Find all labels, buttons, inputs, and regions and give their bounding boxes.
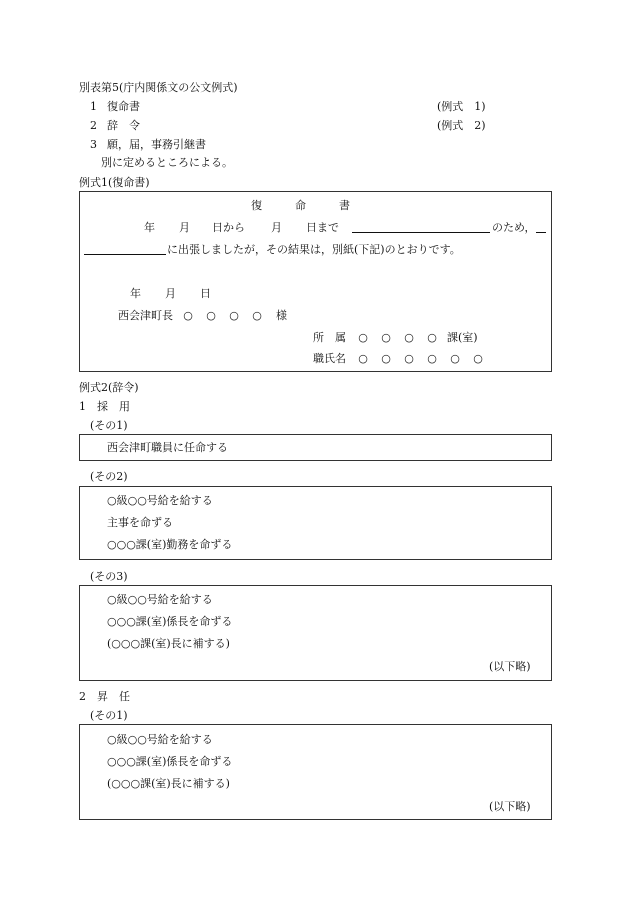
subsection-label: (その1) xyxy=(90,419,128,432)
year-label: 年 xyxy=(144,221,155,234)
list-item-ref: (例式 2) xyxy=(437,119,486,132)
circle-placeholder: ○ xyxy=(450,352,460,365)
department-suffix: 課(室) xyxy=(447,331,478,344)
list-item-label: 辞 令 xyxy=(107,119,140,132)
subsection-label: (その2) xyxy=(90,470,128,483)
section-heading: 2 昇 任 xyxy=(79,690,130,703)
list-note: 別に定めるところによる。 xyxy=(101,156,233,169)
circle-placeholder: ○ xyxy=(252,309,262,322)
list-item-num: 1 xyxy=(90,100,97,113)
circle-placeholder: ○ xyxy=(206,309,216,322)
form1-name xyxy=(313,352,485,366)
subsection-label: (その1) xyxy=(90,709,128,722)
omitted-note: (以下略) xyxy=(489,660,531,673)
day-label: 日 xyxy=(200,287,211,300)
circle-placeholder: ○ xyxy=(381,331,391,344)
list-item-label: 復命書 xyxy=(107,100,140,113)
department-label: 所 属 xyxy=(313,331,346,344)
circle-placeholder: ○ xyxy=(427,331,437,344)
form1-caption: 例式1(復命書) xyxy=(79,176,150,189)
form1-date-range-line xyxy=(144,221,339,235)
purpose-blank-tail xyxy=(536,222,546,233)
form1-date xyxy=(130,287,211,301)
page-title: 別表第5(庁内関係文の公文例式) xyxy=(79,81,238,94)
list-item-label: 願，届，事務引継書 xyxy=(107,138,206,151)
list-item-ref: (例式 1) xyxy=(437,100,486,113)
form1-title: 復 命 書 xyxy=(251,199,350,212)
appointment-line: ○級○○号給を給する xyxy=(107,593,213,606)
purpose-label: のため， xyxy=(492,221,536,234)
circle-placeholder: ○ xyxy=(381,352,391,365)
circle-placeholder: ○ xyxy=(229,309,239,322)
destination-blank xyxy=(84,244,166,255)
omitted-note: (以下略) xyxy=(489,800,531,813)
circle-placeholder: ○ xyxy=(404,352,414,365)
day-to-label: 日まで xyxy=(306,221,339,234)
appointment-line: 主事を命ずる xyxy=(107,516,173,529)
form1-addressee xyxy=(118,309,287,323)
month-label: 月 xyxy=(179,221,190,234)
circle-placeholder: ○ xyxy=(358,331,368,344)
appointment-line: (○○○課(室)長に補する) xyxy=(107,777,230,790)
month-label-2: 月 xyxy=(271,221,282,234)
name-label: 職氏名 xyxy=(313,352,346,365)
form1-department xyxy=(313,331,478,345)
circle-placeholder: ○ xyxy=(358,352,368,365)
appointment-line: (○○○課(室)長に補する) xyxy=(107,637,230,650)
appointment-line: ○○○課(室)係長を命ずる xyxy=(107,755,233,768)
form2-caption: 例式2(辞令) xyxy=(79,381,139,394)
appointment-line: ○級○○号給を給する xyxy=(107,494,213,507)
appointment-line: ○級○○号給を給する xyxy=(107,733,213,746)
section-heading: 1 採 用 xyxy=(79,400,130,413)
appointment-line: ○○○課(室)勤務を命ずる xyxy=(107,538,233,551)
purpose-blank xyxy=(352,222,490,233)
subsection-label: (その3) xyxy=(90,570,128,583)
honorific: 様 xyxy=(276,309,287,322)
form1-body-line: に出張しましたが，その結果は，別紙(下記)のとおりです。 xyxy=(167,243,461,256)
year-label: 年 xyxy=(130,287,141,300)
day-from-label: 日から xyxy=(212,221,245,234)
appointment-line: ○○○課(室)係長を命ずる xyxy=(107,615,233,628)
circle-placeholder: ○ xyxy=(404,331,414,344)
month-label: 月 xyxy=(165,287,176,300)
circle-placeholder: ○ xyxy=(427,352,437,365)
addressee-name: 西会津町長 xyxy=(118,309,173,322)
appointment-line: 西会津町職員に任命する xyxy=(107,441,228,454)
list-item-num: 2 xyxy=(90,119,97,132)
circle-placeholder: ○ xyxy=(183,309,193,322)
circle-placeholder: ○ xyxy=(473,352,483,365)
list-item-num: 3 xyxy=(90,138,97,151)
